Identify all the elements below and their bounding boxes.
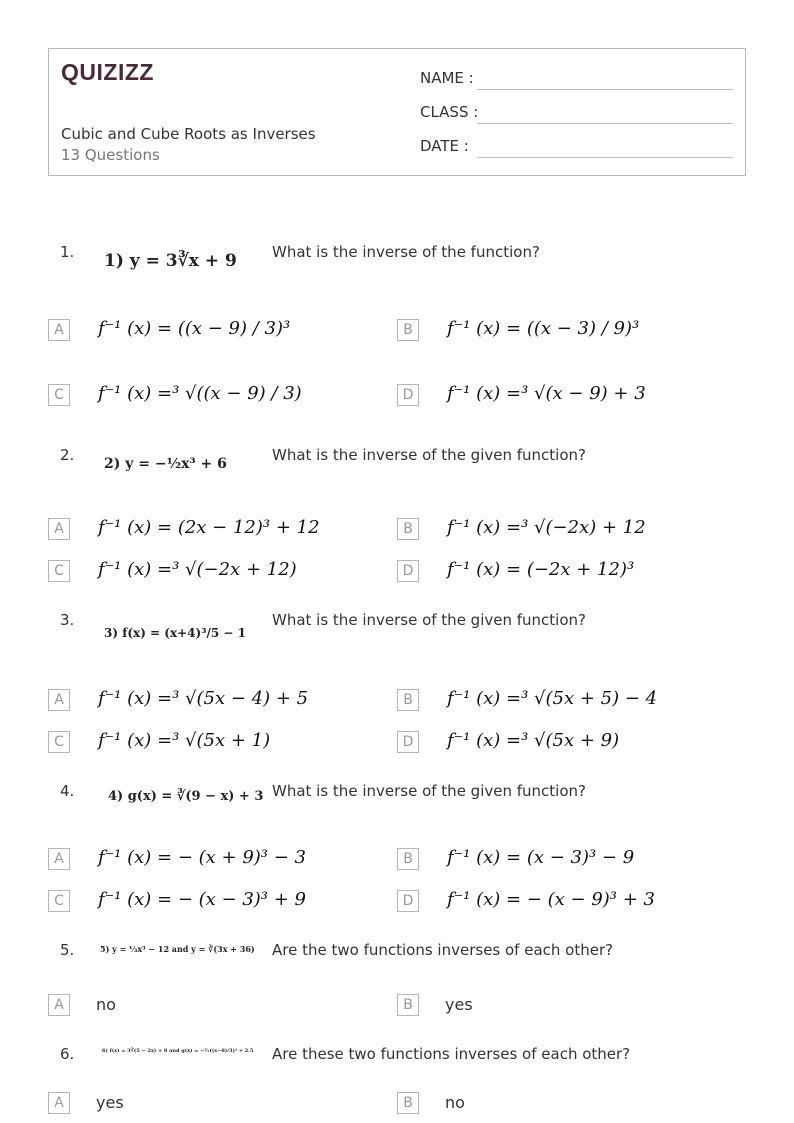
- option-a-box[interactable]: A: [48, 1092, 70, 1114]
- question-text: What is the inverse of the given function?: [272, 782, 586, 800]
- option-c-box[interactable]: C: [48, 731, 70, 753]
- option-b[interactable]: f⁻¹ (x) =³ √(−2x) + 12: [447, 517, 646, 538]
- option-b-box[interactable]: B: [397, 848, 419, 870]
- option-b[interactable]: f⁻¹ (x) =³ √(5x + 5) − 4: [447, 688, 658, 709]
- option-c[interactable]: f⁻¹ (x) =³ √(5x + 1): [98, 730, 271, 751]
- option-b-box[interactable]: B: [397, 518, 419, 540]
- option-a[interactable]: yes: [96, 1093, 124, 1112]
- option-a[interactable]: f⁻¹ (x) = ((x − 9) / 3)³: [98, 318, 291, 339]
- question-count: 13 Questions: [61, 146, 160, 164]
- question-number: 1.: [60, 243, 75, 261]
- class-label: CLASS :: [420, 103, 479, 121]
- question-number: 4.: [60, 782, 75, 800]
- date-label: DATE :: [420, 137, 469, 155]
- question-image: 2) y = −½x³ + 6: [104, 456, 227, 472]
- option-c-box[interactable]: C: [48, 384, 70, 406]
- option-d[interactable]: f⁻¹ (x) = (−2x + 12)³: [447, 559, 635, 580]
- option-b-box[interactable]: B: [397, 319, 419, 341]
- question-image: 1) y = 3∛x + 9: [104, 251, 237, 271]
- question-text: Are the two functions inverses of each other?: [272, 941, 614, 959]
- quizizz-logo: QUIZIZZ: [61, 59, 154, 85]
- option-a[interactable]: no: [96, 995, 116, 1014]
- class-field[interactable]: [477, 123, 733, 124]
- name-field[interactable]: [477, 89, 733, 90]
- option-b[interactable]: yes: [445, 995, 473, 1014]
- option-c[interactable]: f⁻¹ (x) = − (x − 3)³ + 9: [98, 889, 306, 910]
- question-image: 3) f(x) = (x+4)³/5 − 1: [104, 626, 246, 640]
- question-text: What is the inverse of the given function?: [272, 446, 586, 464]
- option-d[interactable]: f⁻¹ (x) =³ √(x − 9) + 3: [447, 383, 646, 404]
- option-a-box[interactable]: A: [48, 848, 70, 870]
- question-text: What is the inverse of the given function?: [272, 611, 586, 629]
- option-c-box[interactable]: C: [48, 890, 70, 912]
- option-d-box[interactable]: D: [397, 890, 419, 912]
- question-number: 6.: [60, 1045, 75, 1063]
- name-label: NAME :: [420, 69, 474, 87]
- question-text: Are these two functions inverses of each other?: [272, 1045, 631, 1063]
- option-d-box[interactable]: D: [397, 560, 419, 582]
- option-b-box[interactable]: B: [397, 689, 419, 711]
- question-number: 2.: [60, 446, 75, 464]
- option-a-box[interactable]: A: [48, 319, 70, 341]
- option-c-box[interactable]: C: [48, 560, 70, 582]
- option-b[interactable]: f⁻¹ (x) = ((x − 3) / 9)³: [447, 318, 640, 339]
- option-b[interactable]: f⁻¹ (x) = (x − 3)³ − 9: [447, 847, 635, 868]
- option-d-box[interactable]: D: [397, 731, 419, 753]
- question-image: 4) g(x) = ∛(9 − x) + 3: [108, 789, 264, 804]
- option-b-box[interactable]: B: [397, 994, 419, 1016]
- question-text: What is the inverse of the function?: [272, 243, 540, 261]
- option-a[interactable]: f⁻¹ (x) = − (x + 9)³ − 3: [98, 847, 306, 868]
- option-b-box[interactable]: B: [397, 1092, 419, 1114]
- question-image: 6) f(x) = 3∛(5 − 2x) + 8 and g(x) = −½((x−8)/3)³ + 2.5: [102, 1048, 254, 1054]
- option-a-box[interactable]: A: [48, 689, 70, 711]
- question-image: 5) y = ⅓x³ − 12 and y = ∛(3x + 36): [100, 944, 255, 954]
- date-field[interactable]: [477, 157, 733, 158]
- option-a[interactable]: f⁻¹ (x) =³ √(5x − 4) + 5: [98, 688, 309, 709]
- worksheet-header: [48, 48, 746, 176]
- option-d-box[interactable]: D: [397, 384, 419, 406]
- question-number: 3.: [60, 611, 75, 629]
- question-number: 5.: [60, 941, 75, 959]
- option-b[interactable]: no: [445, 1093, 465, 1112]
- option-c[interactable]: f⁻¹ (x) =³ √(−2x + 12): [98, 559, 297, 580]
- option-d[interactable]: f⁻¹ (x) =³ √(5x + 9): [447, 730, 620, 751]
- option-a[interactable]: f⁻¹ (x) = (2x − 12)³ + 12: [98, 517, 320, 538]
- worksheet-title: Cubic and Cube Roots as Inverses: [61, 125, 316, 143]
- option-d[interactable]: f⁻¹ (x) = − (x − 9)³ + 3: [447, 889, 655, 910]
- option-c[interactable]: f⁻¹ (x) =³ √((x − 9) / 3): [98, 383, 302, 404]
- option-a-box[interactable]: A: [48, 994, 70, 1016]
- option-a-box[interactable]: A: [48, 518, 70, 540]
